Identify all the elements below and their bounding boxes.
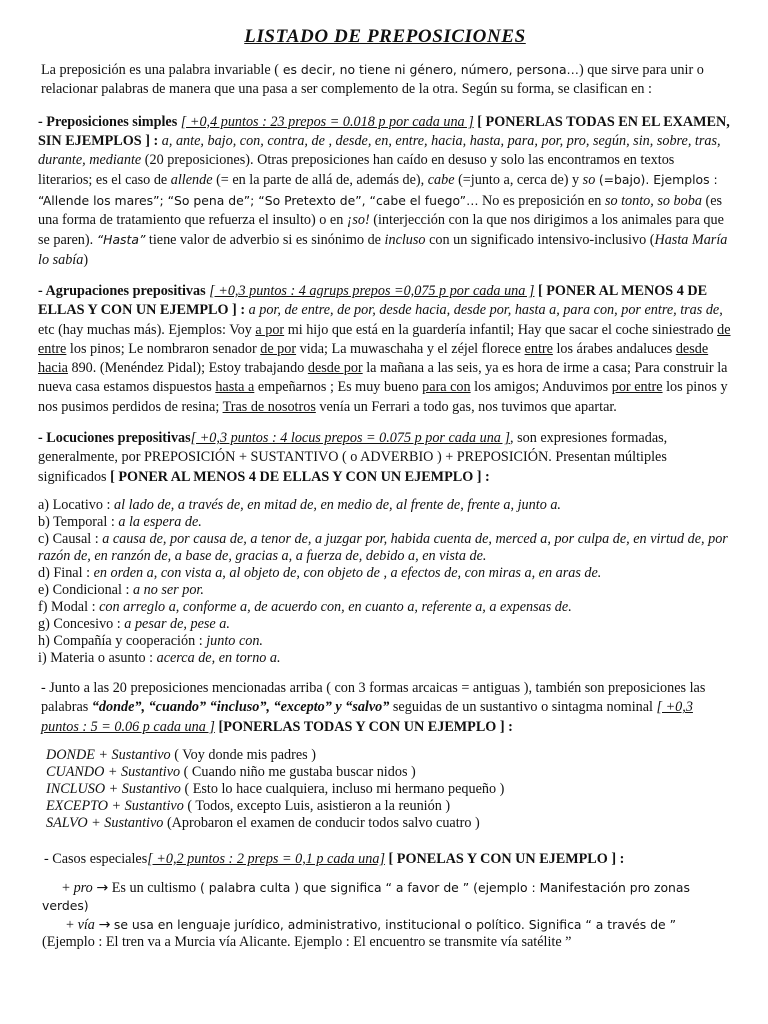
locuciones-instruction: [ PONER AL MENOS 4 DE ELLAS Y CON UN EJEMPLO ] : <box>110 468 490 485</box>
locuciones-paragraph <box>38 429 732 487</box>
simples-text-2: (= en la parte de allá de, además de), <box>216 172 425 189</box>
caso-pro-text-1: Es un cultismo <box>111 880 197 897</box>
agrup-list: a por, de entre, de por, desde hacia, desde por, hasta a, para con, por entre, tras de, <box>248 302 723 319</box>
locuciones-heading: - Locuciones prepositivas <box>38 430 191 447</box>
list-item <box>38 565 732 582</box>
caso-via-text-1: se usa en lenguaje jurídico, administrativo, institucional o político. Significa “ a través de ” <box>113 917 677 933</box>
agrup-instruction: [ PONER AL MENOS 4 DE ELLAS Y CON UN EJEMPLO ] : <box>38 282 708 319</box>
simples-cabe: cabe <box>427 172 455 189</box>
list-item <box>38 531 732 565</box>
caso-pro-word: pro <box>73 880 93 897</box>
simples-so: so <box>582 172 596 189</box>
agrup-text-10: los pinos y nos pusimos perdidos de resina; <box>38 379 728 415</box>
locucion-label: h) Compañía y cooperación : <box>38 632 203 649</box>
junto-text-1: - Junto a las 20 preposiciones mencionadas arriba ( con 3 formas arcaicas = antiguas ), también son preposiciones las palabras <box>41 679 706 716</box>
agrup-text-5: los árabes andaluces <box>556 340 673 357</box>
simples-text-8: tiene valor de adverbio si es sinónimo de <box>148 232 381 249</box>
junto-words: “donde”, “cuando” “incluso”, “excepto” y “salvo” <box>91 699 390 716</box>
simples-score: [ +0,4 puntos : 23 prepos = 0.018 p por cada una ] <box>180 113 474 130</box>
agrupaciones-paragraph <box>38 282 732 417</box>
agrup-example-2: de entre <box>38 321 731 357</box>
locuciones-list <box>38 497 732 667</box>
list-item <box>46 764 732 781</box>
junto-examples <box>38 747 732 832</box>
junto-instruction: [PONERLAS TODAS Y CON UN EJEMPLO ] : <box>218 718 513 735</box>
list-item <box>38 582 732 599</box>
simples-so-tonto: so tonto, so boba <box>604 192 702 209</box>
list-item <box>46 815 732 832</box>
locucion-text: acerca de, en torno a. <box>156 649 281 666</box>
list-item <box>38 497 732 514</box>
intro-paragraph <box>38 60 732 100</box>
locuciones-score: [ +0,3 puntos : 4 locus prepos = 0.075 p por cada una ] <box>190 430 510 447</box>
locucion-label: d) Final : <box>38 564 91 581</box>
locucion-text: a no ser por. <box>132 581 204 598</box>
locucion-label: a) Locativo : <box>38 496 111 513</box>
agrup-heading: - Agrupaciones prepositivas <box>38 282 206 299</box>
casos-instruction: [ PONELAS Y CON UN EJEMPLO ] : <box>388 850 625 867</box>
locucion-label: e) Condicional : <box>38 581 130 598</box>
locucion-text: con arreglo a, conforme a, de acuerdo con, en cuanto a, referente a, a expensas de. <box>99 598 572 615</box>
arrow-right-icon: → <box>96 880 109 897</box>
list-item <box>38 599 732 616</box>
intro-text-3: ) que sirve para unir o relacionar palabras de manera que una pasa a ser complemento de la otra. Según su forma, se clasifican en : <box>41 62 704 98</box>
agrup-example-1: a por <box>255 321 285 338</box>
simples-text-10: ) <box>83 251 89 268</box>
plus-icon: + <box>62 880 71 897</box>
example-text: ( Voy donde mis padres ) <box>174 746 316 763</box>
agrup-example-8: para con <box>422 379 471 396</box>
list-item <box>38 650 732 667</box>
locucion-label: i) Materia o asunto : <box>38 649 154 666</box>
caso-via-text-2: (Ejemplo : El tren va a Murcia vía Alicante. Ejemplo : El encuentro se transmite vía satélite ” <box>42 934 572 951</box>
caso-pro-text-2: ( palabra culta ) que significa “ a favor de ” (ejemplo : Manifestación pro zonas verdes) <box>42 880 690 914</box>
locucion-label: c) Causal : <box>38 530 99 547</box>
junto-score: [ +0,3 puntos : 5 = 0.06 p cada una ] <box>41 699 693 735</box>
locucion-label: f) Modal : <box>38 598 96 615</box>
arrow-right-icon: → <box>98 917 111 934</box>
agrup-text-6: 890. (Menéndez Pidal); Estoy trabajando <box>71 360 305 377</box>
casos-heading: - Casos especiales <box>44 850 148 867</box>
agrup-example-3: de por <box>260 340 297 357</box>
agrup-example-7: hasta a <box>215 379 255 396</box>
simples-heading: - Preposiciones simples <box>38 113 178 130</box>
simples-hasta: “Hasta” <box>96 232 146 248</box>
locucion-label: g) Concesivo : <box>38 615 121 632</box>
simples-hasta-maria: Hasta María lo sabía <box>38 232 728 268</box>
simples-list: a, ante, bajo, con, contra, de , desde, en, entre, hacia, hasta, para, por, pro, según, sin, sobre, tras, durante, mediante <box>38 132 721 169</box>
junto-paragraph <box>38 679 732 737</box>
simples-text-3: (=junto a, cerca de) y <box>458 172 580 189</box>
example-form: DONDE + Sustantivo <box>46 746 171 763</box>
caso-via-word: vía <box>77 917 95 934</box>
simples-iso: ¡so! <box>346 212 370 229</box>
simples-instruction: [ PONERLAS TODAS EN EL EXAMEN, SIN EJEMPLOS ] : <box>38 113 730 149</box>
simples-ejemplos: Ejemplos : “Allende los mares”; “So pena de”; “So Pretexto de”, “cabe el fuego”… <box>38 172 718 208</box>
plus-icon: + <box>66 917 75 934</box>
locucion-text: en orden a, con vista a, al objeto de, con objeto de , a efectos de, con miras a, en aras de. <box>93 564 602 581</box>
agrup-text-3: los pinos; Le nombraron senador <box>69 340 257 357</box>
page-title: LISTADO DE PREPOSICIONES <box>244 26 526 47</box>
agrup-text-9: los amigos; Anduvimos <box>474 379 609 396</box>
list-item <box>38 616 732 633</box>
agrup-example-6: desde por <box>307 360 363 377</box>
list-item <box>46 747 732 764</box>
simples-paragraph <box>38 113 732 270</box>
simples-text-1: (20 preposiciones). Otras preposiciones han caído en desuso y solo las encontramos en textos literarios; es el caso de <box>38 152 675 189</box>
agrup-example-4: entre <box>524 340 553 357</box>
casos-heading-line <box>38 850 732 869</box>
intro-text-2: es decir, no tiene ni género, número, persona… <box>278 62 579 77</box>
list-item <box>38 514 732 531</box>
list-item <box>46 798 732 815</box>
example-text: ( Esto lo hace cualquiera, incluso mi hermano pequeño ) <box>184 780 505 797</box>
list-item <box>46 781 732 798</box>
agrup-text-1: etc (hay muchas más). Ejemplos: Voy <box>38 321 252 338</box>
simples-text-9: con un significado intensivo-inclusivo ( <box>429 232 655 249</box>
agrup-score: [ +0,3 puntos : 4 agrups prepos =0,075 p por cada una ] <box>209 282 535 299</box>
caso-via <box>38 916 732 951</box>
locucion-text: a causa de, por causa de, a tenor de, a juzgar por, habida cuenta de, merced a, por culpa de, en virtud de, por razón de, en ranzón de, a base de, gracias a, a fuerza de, debido a, en vista de. <box>38 530 728 564</box>
simples-allende: allende <box>170 172 213 189</box>
agrup-text-7: la mañana a las seis, ya es hora de irme a casa; Para construir la nueva casa estamos dispuestos <box>38 360 728 396</box>
example-form: SALVO + Sustantivo <box>46 814 164 831</box>
example-text: ( Todos, excepto Luis, asistieron a la reunión ) <box>187 797 451 814</box>
example-text: ( Cuando niño me gustaba buscar nidos ) <box>183 763 416 780</box>
agrup-text-8: empeñarnos ; Es muy bueno <box>257 379 419 396</box>
simples-incluso: incluso <box>384 232 426 249</box>
simples-text-6: (es una forma de tratamiento que refuerza el insulto) o en <box>38 192 723 229</box>
simples-text-4: (=bajo). <box>598 172 650 188</box>
agrup-example-9: por entre <box>611 379 663 396</box>
example-text: (Aprobaron el examen de conducir todos salvo cuatro ) <box>166 814 480 831</box>
locucion-text: junto con. <box>206 632 263 649</box>
locuciones-text-1: , son expresiones formadas, generalmente, por PREPOSICIÓN + SUSTANTIVO ( o ADVERBIO ) + PREPOSICIÓN. Presentan múltiples significados <box>38 430 668 485</box>
agrup-example-5: desde hacia <box>38 340 709 377</box>
simples-text-7: (interjección con la que nos dirigimos a los animales para que se paren). <box>38 212 724 249</box>
locucion-text: a la espera de. <box>118 513 202 530</box>
agrup-example-10: Tras de nosotros <box>222 398 316 415</box>
agrup-text-4: vida; La muwaschaha y el zéjel florece <box>299 340 521 357</box>
intro-text-1: La preposición es una palabra invariable ( <box>41 62 279 78</box>
simples-text-5: No es preposición en <box>482 192 602 209</box>
example-form: INCLUSO + Sustantivo <box>46 780 181 797</box>
example-form: EXCEPTO + Sustantivo <box>46 797 184 814</box>
junto-text-2: seguidas de un sustantivo o sintagma nominal <box>392 699 653 716</box>
locucion-text: al lado de, a través de, en mitad de, en medio de, al frente de, frente a, junto a. <box>114 496 561 513</box>
example-form: CUANDO + Sustantivo <box>46 763 181 780</box>
locucion-label: b) Temporal : <box>38 513 115 530</box>
list-item <box>38 633 732 650</box>
casos-score: [ +0,2 puntos : 2 preps = 0,1 p cada una] <box>147 850 385 867</box>
caso-pro <box>38 879 732 915</box>
agrup-text-11: venía un Ferrari a todo gas, nos tuvimos que apartar. <box>319 398 617 415</box>
agrup-text-2: mi hijo que está en la guardería infantil; Hay que sacar el coche siniestrado <box>287 321 714 338</box>
locucion-text: a pesar de, pese a. <box>124 615 230 632</box>
